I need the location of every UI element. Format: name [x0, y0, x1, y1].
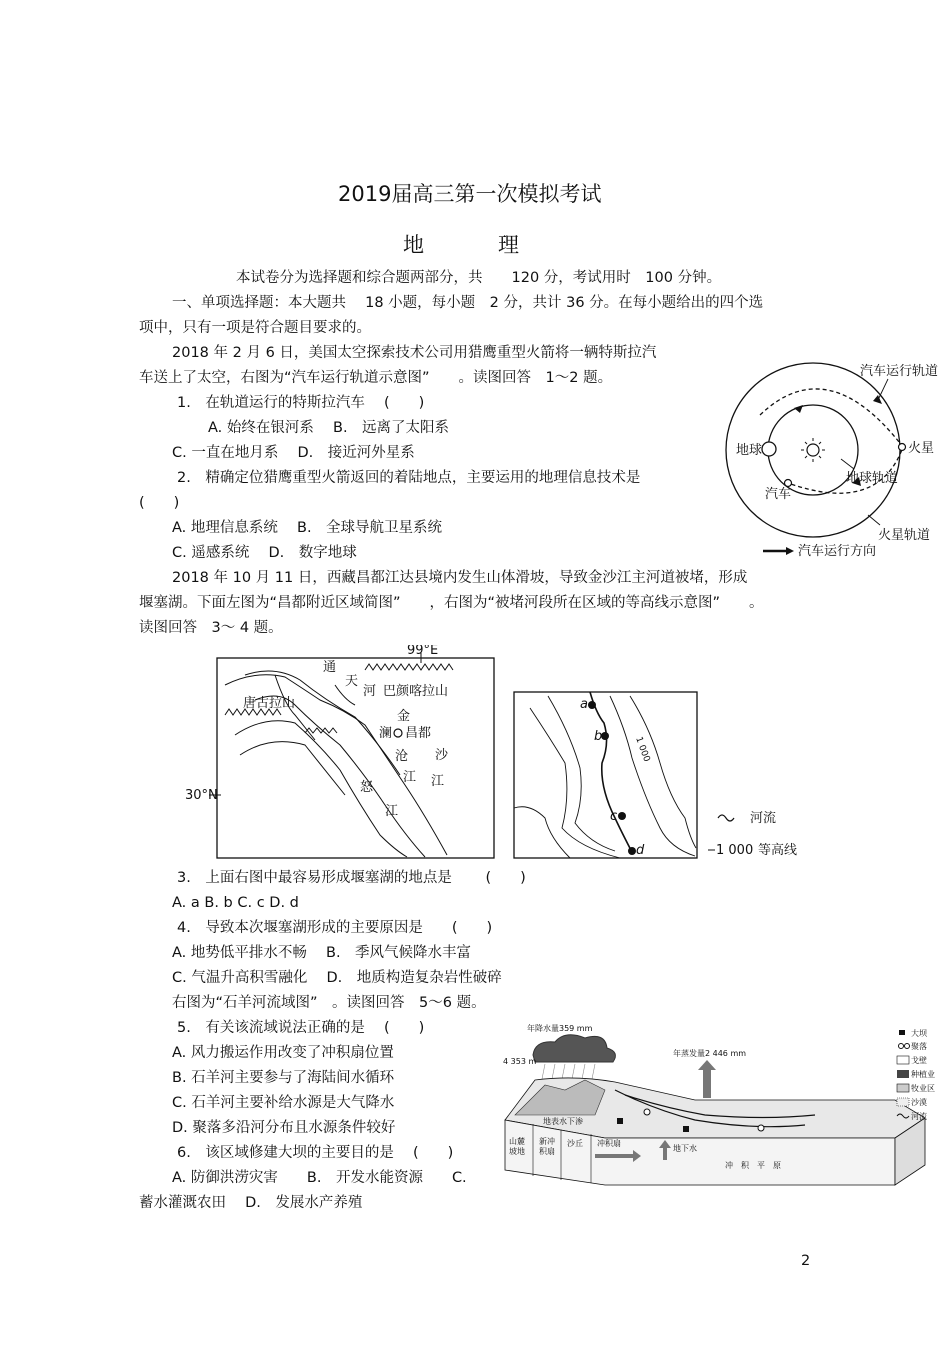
q3-4-stem-line1: 2018 年 10 月 11 日，西藏昌都江达县境内发生山体滑坡，导致金沙江主河道被堵，形成	[172, 570, 748, 586]
label-dune: 沙丘	[567, 1139, 583, 1148]
point-a-marker	[588, 701, 596, 709]
label-annual-precipitation: 年降水量359 mm	[527, 1024, 593, 1033]
label-car-orbit: 汽车运行轨道	[860, 364, 939, 379]
label-surface-seepage: 地表水下渗	[543, 1117, 583, 1126]
label-jiang-2: 江	[431, 774, 445, 789]
legend-farming: 种植业	[911, 1070, 935, 1079]
section-heading-line2: 项中，只有一项是符合题目要求的。	[139, 320, 371, 336]
question-5-option-b: B. 石羊河主要参与了海陆间水循环	[172, 1070, 395, 1086]
point-c-marker	[618, 812, 626, 820]
question-5: 5. 有关该流域说法正确的是 ( )	[177, 1020, 425, 1036]
point-d-label: d	[636, 843, 645, 858]
label-new-fan: 新冲	[539, 1137, 555, 1146]
longitude-label: 99°E	[407, 645, 439, 658]
legend-gobi: 戈壁	[911, 1056, 927, 1065]
question-1-options-cd: C. 一直在地月系 D. 接近河外星系	[172, 445, 415, 461]
legend-river: 河流	[750, 811, 777, 826]
q1-2-stem-line2: 车送上了太空，右图为“汽车运行轨道示意图” 。读图回答 1～2 题。	[139, 370, 613, 386]
label-piedmont: 山麓	[509, 1137, 525, 1146]
label-jiang-1: 江	[403, 770, 417, 785]
question-1-options-ab: A. 始终在银河系 B. 远离了太阳系	[208, 420, 450, 436]
legend-contour-value: 1 000	[716, 843, 754, 858]
q3-4-stem-line2: 堰塞湖。下面左图为“昌都附近区域简图” ，右图为“被堵河段所在区域的等高线示意图” 。	[139, 595, 764, 611]
question-3-options: A. a B. b C. c D. d	[172, 895, 299, 911]
question-4-options-ab: A. 地势低平排水不畅 B. 季风气候降水丰富	[172, 945, 472, 961]
orbit-diagram	[718, 355, 948, 565]
subject-right: 理	[498, 233, 519, 257]
legend-desert: 沙漠	[911, 1098, 927, 1107]
question-5-option-a: A. 风力搬运作用改变了冲积扇位置	[172, 1045, 394, 1061]
question-4: 4. 导致本次堰塞湖形成的主要原因是 ( )	[177, 920, 493, 936]
label-bayan-har-mountains: 巴颜喀拉山	[383, 684, 449, 699]
label-sha: 沙	[435, 748, 449, 763]
section-heading-line1: 一、单项选择题：本大题共 18 小题，每小题 2 分，共计 36 分。在每小题给出的四个选	[172, 295, 764, 311]
label-nu: 怒	[360, 780, 374, 795]
label-earth-orbit: 地球轨道	[846, 471, 899, 486]
question-2-line2: ( )	[139, 495, 180, 511]
label-earth: 地球	[736, 443, 763, 458]
legend-settlement: 聚落	[911, 1042, 927, 1051]
label-lan: 澜	[379, 726, 393, 741]
label-mars: 火星	[908, 441, 935, 456]
legend-contour: 等高线	[758, 843, 798, 858]
question-2-options-cd: C. 遥感系统 D. 数字地球	[172, 545, 357, 561]
legend-dam: 大坝	[911, 1029, 927, 1038]
label-jin: 金	[397, 709, 411, 724]
shiyang-river-basin-diagram	[495, 1020, 945, 1195]
label-tanggula-mountains: 唐古拉山	[243, 696, 296, 711]
point-c-label: c	[610, 809, 618, 824]
question-6-options-line2: 蓄水灌溉农田 D. 发展水产养殖	[139, 1195, 363, 1211]
point-b-label: b	[594, 729, 603, 744]
label-car: 汽车	[765, 487, 792, 502]
question-1: 1. 在轨道运行的特斯拉汽车 ( )	[177, 395, 425, 411]
label-new-fan-2: 积扇	[539, 1147, 555, 1156]
label-mars-orbit: 火星轨道	[878, 528, 931, 543]
changdu-region-map	[185, 645, 495, 865]
q3-4-stem-line3: 读图回答 3～ 4 题。	[139, 620, 283, 636]
label-changdu: 昌都	[405, 726, 432, 741]
label-jiang-3: 江	[385, 804, 399, 819]
page-number: 2	[801, 1253, 811, 1269]
point-d-marker	[628, 847, 636, 855]
latitude-label: 30°N	[185, 788, 218, 803]
label-he: 河	[363, 684, 377, 699]
intro-line: 本试卷分为选择题和综合题两部分，共 120 分，考试用时 100 分钟。	[236, 270, 722, 286]
legend-pasture: 牧业区	[911, 1084, 935, 1093]
label-cang: 沧	[395, 749, 409, 764]
subject-left: 地	[403, 233, 424, 257]
question-5-option-d: D. 聚落多沿河分布且水源条件较好	[172, 1120, 396, 1136]
legend-river-basin: 河流	[911, 1112, 927, 1121]
label-peak-elevation: 4 353 m	[503, 1057, 537, 1066]
question-6-options-line1: A. 防御洪涝灾害 B. 开发水能资源 C.	[172, 1170, 467, 1186]
earth-marker	[762, 442, 776, 456]
label-alluvial-fan: 冲积扇	[597, 1139, 621, 1148]
contour-map	[510, 688, 810, 863]
car-marker	[785, 480, 792, 487]
legend-car-direction: 汽车运行方向	[798, 544, 877, 559]
question-2-options-ab: A. 地理信息系统 B. 全球导航卫星系统	[172, 520, 443, 536]
mars-marker	[899, 444, 906, 451]
question-4-options-cd: C. 气温升高积雪融化 D. 地质构造复杂岩性破碎	[172, 970, 502, 986]
q1-2-stem-line1: 2018 年 2 月 6 日，美国太空探索技术公司用猎鹰重型火箭将一辆特斯拉汽	[172, 345, 657, 361]
label-groundwater: 地下水	[673, 1144, 697, 1153]
exam-title: 2019届高三第一次模拟考试	[338, 182, 602, 206]
point-a-label: a	[580, 697, 588, 712]
question-2-line1: 2. 精确定位猎鹰重型火箭返回的着陆地点，主要运用的地理信息技术是	[177, 470, 641, 486]
question-6: 6. 该区域修建大坝的主要目的是 ( )	[177, 1145, 454, 1161]
label-tian: 天	[345, 674, 359, 689]
question-3: 3. 上面右图中最容易形成堰塞湖的地点是 ( )	[177, 870, 526, 886]
q5-6-stem: 右图为“石羊河流域图” 。读图回答 5～6 题。	[172, 995, 486, 1011]
contour-value-label: 1 000	[633, 735, 652, 764]
label-annual-evaporation: 年蒸发量2 446 mm	[673, 1049, 747, 1058]
question-5-option-c: C. 石羊河主要补给水源是大气降水	[172, 1095, 395, 1111]
label-tong: 通	[323, 660, 337, 675]
label-slope: 坡地	[509, 1147, 525, 1156]
label-alluvial-plain: 冲 积 平 原	[725, 1161, 781, 1170]
